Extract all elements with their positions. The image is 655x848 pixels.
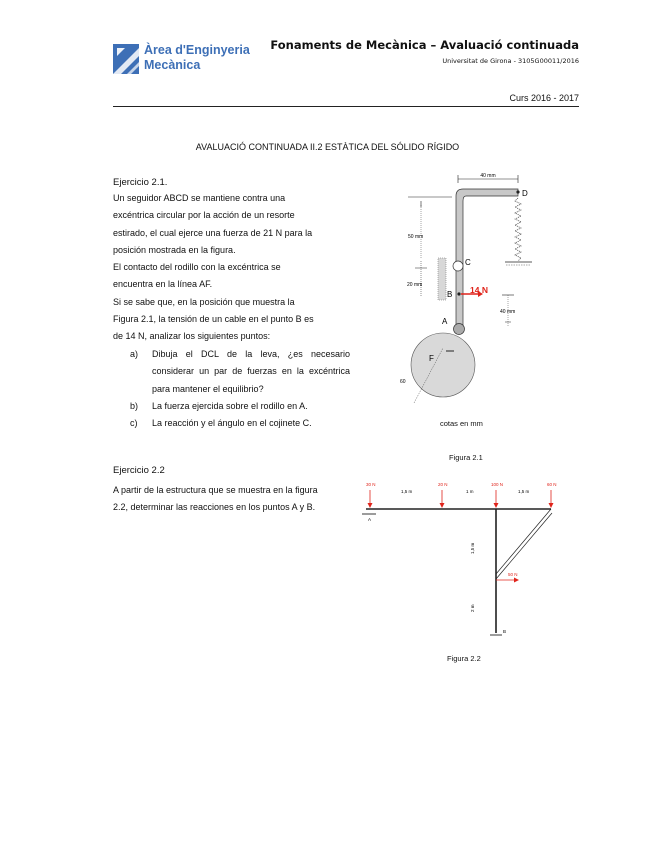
statement-line: estirado, el cual ejerce una fuerza de 21 N para la [113,227,313,238]
dim-small [407,261,427,296]
label-f: F [429,354,434,363]
dim-top-label: 40 mm [480,173,496,179]
document-title: AVALUACIÓ CONTINUADA II.2 ESTÀTICA DEL SÓLIDO RÍGIDO [195,142,460,152]
load-4-label: 60 N [547,482,557,487]
item-label: c) [130,418,138,429]
spring [515,198,521,261]
item-label: a) [130,349,139,359]
load-2 [438,482,448,508]
statement-line: 2.2, determinar las reacciones en los puntos A y B. [113,502,316,513]
roller-a [454,324,465,335]
university-line: Universitat de Girona - 3105G00011/2016 [442,57,579,65]
figure-2-1 [370,168,570,408]
dim-right-label: 40 mm [500,309,516,315]
label-a: A [442,317,448,326]
exercise-1-questions [130,346,350,432]
exercise-2-heading: Ejercicio 2.2 [113,465,165,476]
logo-text [144,43,250,73]
course-title: Fonaments de Mecànica – Avaluació continuada [270,38,579,52]
label-d: D [522,189,528,198]
figure-1-caption: Figura 2.1 [449,453,483,462]
statement-line: El contacto del rodillo con la excéntrica se [113,262,281,273]
logo-mark-icon [113,44,139,74]
point-d-dot [516,190,519,193]
logo-line-1: Àrea d'Enginyeria [144,43,250,57]
label-b: B [447,290,453,299]
header-rule [113,106,579,107]
label-c: C [465,258,471,267]
eccentric-cam [411,333,475,397]
bearing-wall [438,258,446,300]
list-item [130,415,350,432]
side-load [496,572,519,583]
height-1-label: 1,5 m [470,542,475,554]
load-2-label: 20 N [438,482,448,487]
side-load-label: 50 N [508,572,518,577]
item-text: La reacción y el ángulo en el cojinete C. [152,418,312,429]
item-text: Dibuja el DCL de la leva, ¿es necesario considerar un par de fuerzas en la excéntrica para mantener el equilibrio? [152,349,350,394]
list-item [130,346,350,398]
force-label: 14 N [470,285,488,295]
statement-line: Si se sabe que, en la posición que muestra la [113,296,295,307]
load-1-label: 30 N [366,482,376,487]
span-1-label: 1,5 m [401,489,413,494]
statement-line: Un seguidor ABCD se mantiene contra una [113,193,286,203]
height-2-label: 2 m [470,604,475,612]
logo [113,43,263,77]
list-item [130,398,350,415]
span-2-label: 1 m [466,489,474,494]
statement-line: Figura 2.1, la tensión de un cable en el punto B es [113,314,314,325]
figure-1-units: cotas en mm [440,419,483,428]
diagonal-brace-inner [496,513,552,579]
item-text: La fuerza ejercida sobre el rodillo en A. [152,400,308,411]
diagonal-brace [496,509,551,574]
dim-top [458,173,518,183]
course-year: Curs 2016 - 2017 [509,93,579,103]
dim-vertical [408,201,423,258]
logo-line-2: Mecànica [144,58,201,72]
dim-vertical-label: 50 mm [408,234,424,240]
figure-2-caption: Figura 2.2 [447,654,481,663]
load-3-label: 100 N [491,482,504,487]
exercise-1-statement [113,190,348,346]
dim-right [500,295,515,326]
span-3-label: 1,5 m [518,489,530,494]
load-4 [547,482,557,508]
figure-2-2 [356,478,566,643]
exercise-2-statement [113,482,353,517]
statement-line: de 14 N, analizar los siguientes puntos: [113,331,271,342]
exercise-1-heading: Ejercicio 2.1. [113,177,168,188]
point-b-dot [457,292,460,295]
bearing-c [453,261,463,271]
label-b: B [503,629,507,634]
item-label: b) [130,400,139,411]
statement-line: A partir de la estructura que se muestra en la figura [113,485,318,495]
statement-line: encuentra en la línea AF. [113,279,213,290]
load-1 [366,482,376,508]
load-3 [491,482,503,508]
statement-line: posición mostrada en la figura. [113,244,236,255]
label-a: A [368,517,372,522]
dim-radius-label: 60 [400,379,406,385]
dim-small-label: 20 mm [407,282,423,288]
statement-line: excéntrica circular por la acción de un resorte [113,210,295,221]
